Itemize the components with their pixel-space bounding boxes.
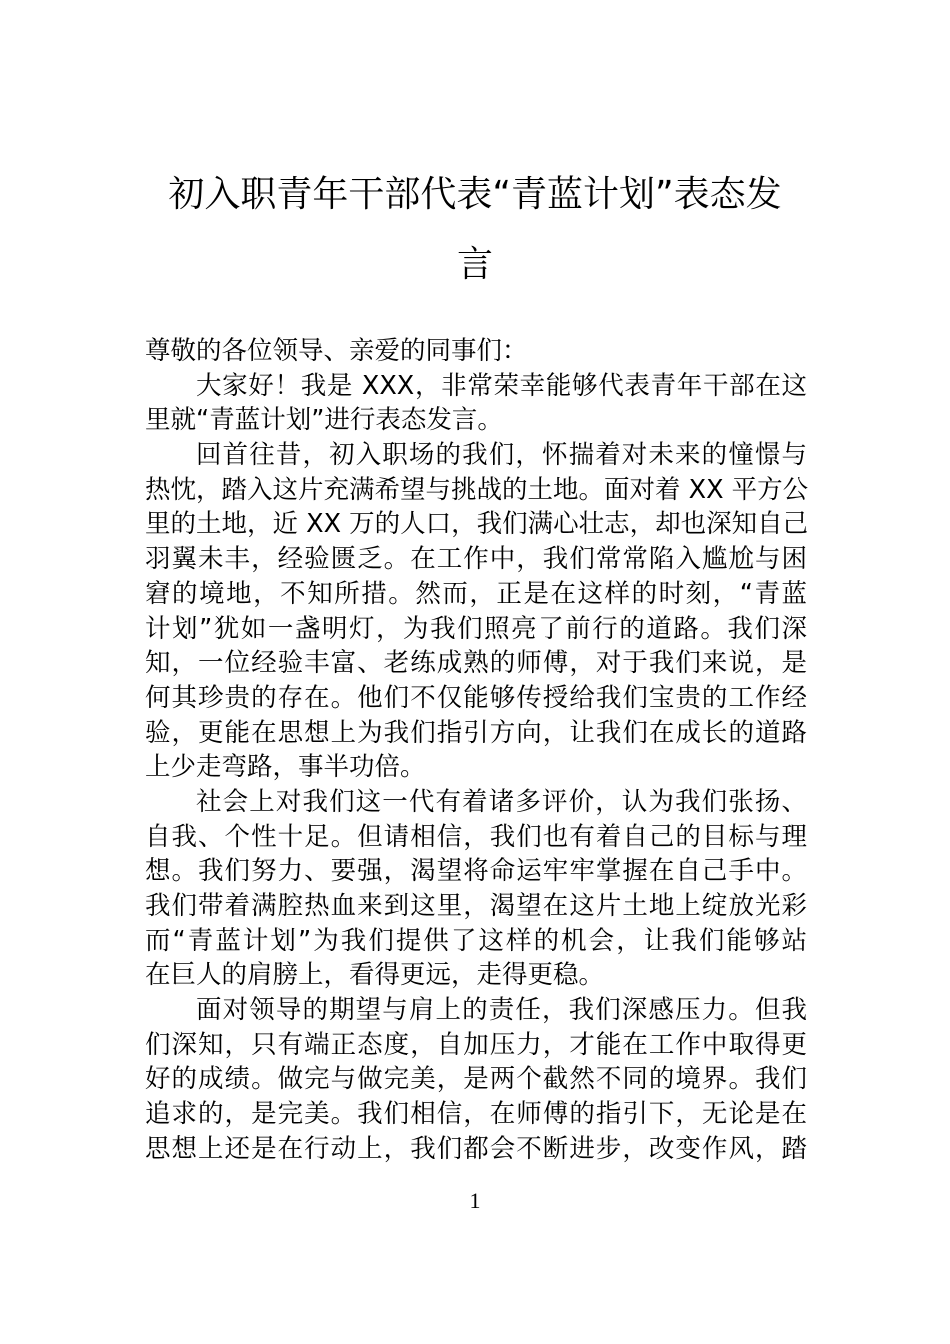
text-line: 羽翼未丰，经验匮乏。在工作中，我们常常陷入尴尬与困 (145, 544, 807, 575)
title-line-1: 初入职青年干部代表“青蓝计划”表态发 (168, 174, 782, 215)
text-line: 知，一位经验丰富、老练成熟的师傅，对于我们来说，是 (145, 648, 807, 679)
document-body (145, 334, 807, 1167)
salutation: 尊敬的各位领导、亲爱的同事们： (145, 336, 528, 366)
text-line: 窘的境地，不知所措。然而，正是在这样的时刻，“青蓝 (145, 578, 807, 609)
text-line: 社会上对我们这一代有着诸多评价，认为我们张扬、 (196, 786, 807, 817)
text-line: 验，更能在思想上为我们指引方向，让我们在成长的道路 (145, 717, 807, 748)
text-line: 上少走弯路，事半功倍。 (145, 752, 426, 783)
title-line-2: 言 (456, 244, 493, 285)
text-line: 在巨人的肩膀上，看得更远，走得更稳。 (145, 960, 605, 991)
text-line: 思想上还是在行动上，我们都会不断进步，改变作风，踏 (145, 1133, 807, 1164)
text-line: 好的成绩。做完与做完美，是两个截然不同的境界。我们 (145, 1064, 807, 1095)
document-title (120, 160, 830, 300)
text-line: 计划”犹如一盏明灯，为我们照亮了前行的道路。我们深 (145, 613, 807, 644)
text-line: 面对领导的期望与肩上的责任，我们深感压力。但我 (196, 995, 807, 1026)
text-line: 想。我们努力、要强，渴望将命运牢牢掌握在自己手中。 (145, 856, 807, 887)
text-line: 大家好！我是 XXX，非常荣幸能够代表青年干部在这 (196, 370, 807, 401)
text-line: 们深知，只有端正态度，自加压力，才能在工作中取得更 (145, 1029, 807, 1060)
text-line: 热忱，踏入这片充满希望与挑战的土地。面对着 XX 平方公 (145, 474, 809, 505)
text-line: 里就“青蓝计划”进行表态发言。 (145, 405, 503, 436)
text-line: 自我、个性十足。但请相信，我们也有着自己的目标与理 (145, 821, 807, 852)
text-line: 追求的，是完美。我们相信，在师傅的指引下，无论是在 (145, 1099, 807, 1130)
text-line: 我们带着满腔热血来到这里，渴望在这片土地上绽放光彩 (145, 891, 807, 921)
text-line: 而“青蓝计划”为我们提供了这样的机会，让我们能够站 (145, 925, 807, 956)
text-line: 里的土地，近 XX 万的人口，我们满心壮志，却也深知自己 (145, 509, 809, 540)
text-line: 回首往昔，初入职场的我们，怀揣着对未来的憧憬与 (196, 440, 807, 471)
page-number: 1 (469, 1188, 481, 1213)
text-line: 何其珍贵的存在。他们不仅能够传授给我们宝贵的工作经 (145, 682, 807, 713)
